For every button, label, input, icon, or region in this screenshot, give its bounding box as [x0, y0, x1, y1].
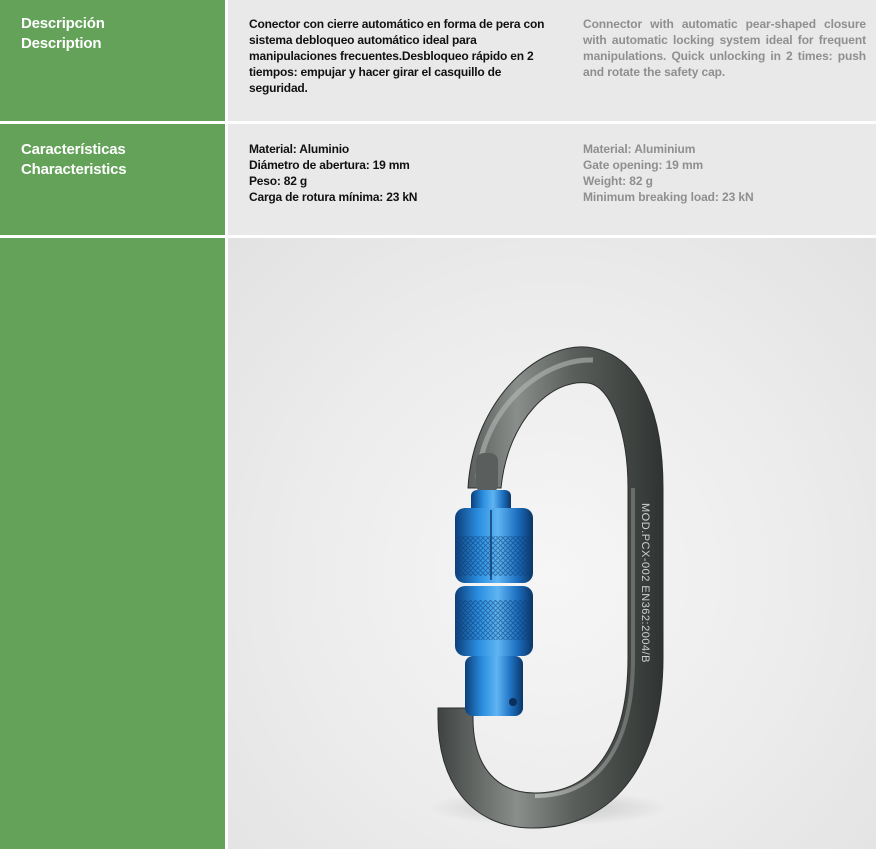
characteristics-panel — [228, 124, 876, 235]
carabiner-image — [383, 338, 703, 838]
description-label-cell — [0, 0, 225, 121]
description-text-es: Conector con cierre automático en forma de pera con sistema debloqueo automático ideal para manipulaciones frecuentes.Desbloqueo rápido en 2 tiempos: empujar y hacer girar el casquillo de seguridad. — [249, 17, 545, 95]
characteristics-list-es — [249, 141, 554, 205]
characteristics-label — [21, 140, 126, 180]
gate-nose — [476, 453, 498, 493]
description-label-es: Descripción — [21, 15, 105, 32]
spec-gate-opening-es: Diámetro de abertura: 19 mm — [249, 158, 410, 172]
characteristics-label-cell — [0, 124, 225, 235]
image-side-cell — [0, 238, 225, 849]
locking-sleeve — [455, 490, 533, 716]
characteristics-label-es: Características — [21, 141, 126, 158]
characteristics-label-en: Characteristics — [21, 161, 127, 178]
spec-material-es: Material: Aluminio — [249, 142, 349, 156]
description-label-en: Description — [21, 35, 102, 52]
description-label — [21, 14, 105, 54]
engraving-text: MOD.PCX-002 EN362:2004/B — [639, 503, 651, 663]
sleeve-pin — [509, 698, 517, 706]
spec-weight-en: Weight: 82 g — [583, 174, 653, 188]
image-row — [0, 238, 876, 849]
characteristics-row — [0, 124, 876, 235]
description-row — [0, 0, 876, 121]
image-panel — [228, 238, 876, 849]
characteristics-list-en — [583, 141, 866, 205]
spec-gate-opening-en: Gate opening: 19 mm — [583, 158, 704, 172]
spec-weight-es: Peso: 82 g — [249, 174, 308, 188]
spec-breaking-load-es: Carga de rotura mínima: 23 kN — [249, 190, 418, 204]
description-text-en: Connector with automatic pear-shaped closure with automatic locking system ideal for frequent manipulations. Quick unlocking in 2 times: push and rotate the safety cap. — [583, 17, 866, 79]
spec-breaking-load-en: Minimum breaking load: 23 kN — [583, 190, 754, 204]
spec-material-en: Material: Aluminium — [583, 142, 696, 156]
description-panel — [228, 0, 876, 121]
